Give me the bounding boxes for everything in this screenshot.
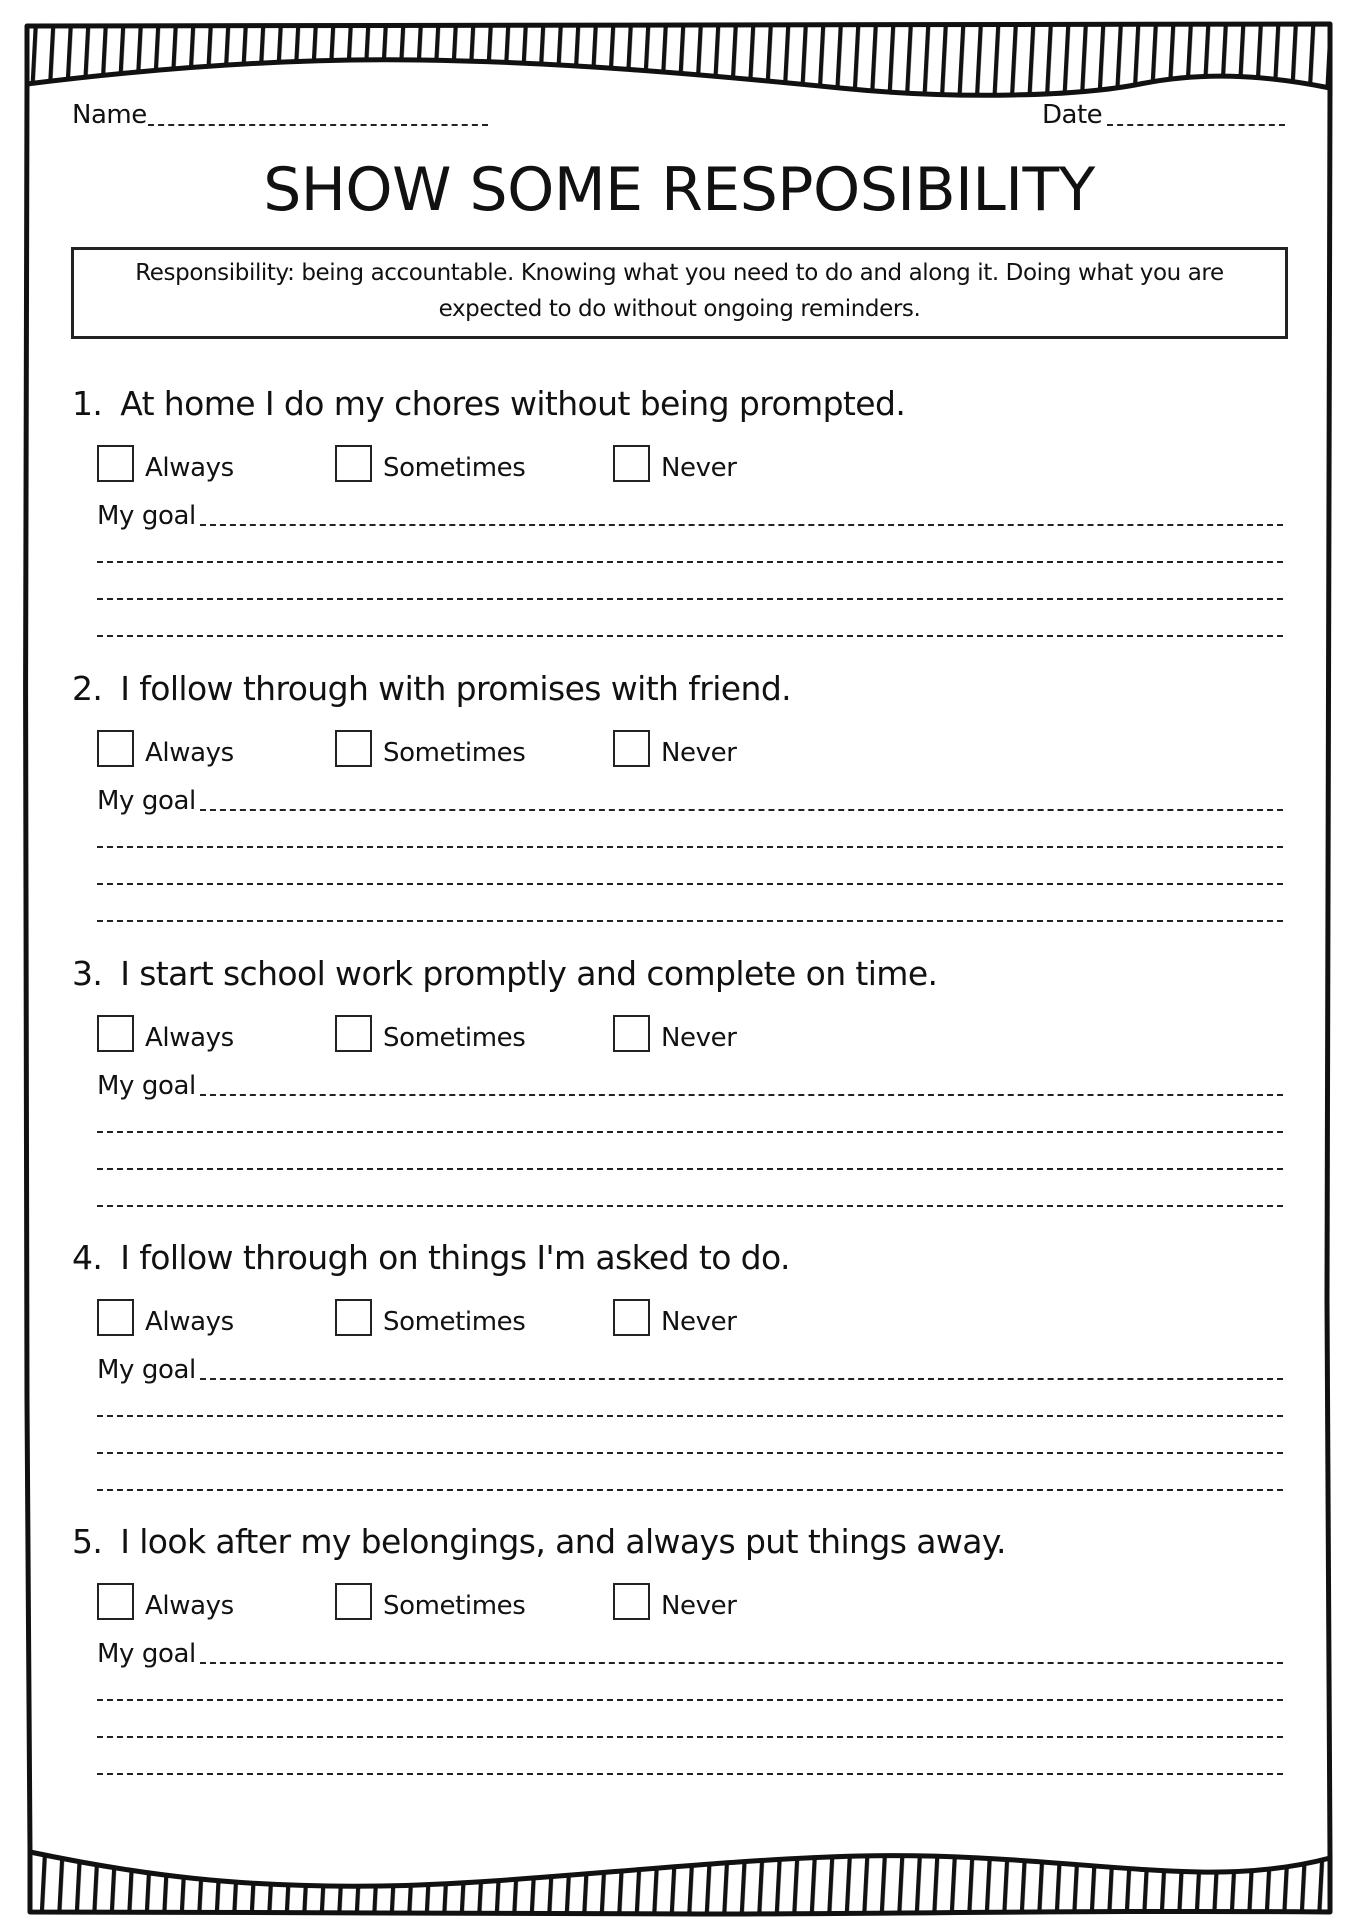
checkbox-never[interactable] bbox=[613, 1015, 650, 1052]
option-label-always: Always bbox=[145, 1591, 234, 1621]
question-number: 2. bbox=[72, 669, 103, 708]
checkbox-always[interactable] bbox=[97, 445, 134, 482]
goal-line-1[interactable] bbox=[200, 524, 1283, 526]
checkbox-never[interactable] bbox=[613, 1299, 650, 1336]
option-label-never: Never bbox=[661, 1307, 737, 1337]
goal-label: My goal bbox=[97, 1639, 196, 1669]
option-label-always: Always bbox=[145, 453, 234, 483]
checkbox-sometimes[interactable] bbox=[335, 1015, 372, 1052]
checkbox-sometimes[interactable] bbox=[335, 730, 372, 767]
question-text bbox=[72, 669, 792, 708]
goal-line-2[interactable] bbox=[97, 1131, 1283, 1133]
goal-line-3[interactable] bbox=[97, 1168, 1283, 1170]
option-label-sometimes: Sometimes bbox=[383, 453, 526, 483]
option-label-sometimes: Sometimes bbox=[383, 1307, 526, 1337]
top-stripe-band bbox=[0, 0, 1358, 120]
goal-label: My goal bbox=[97, 786, 196, 816]
checkbox-sometimes[interactable] bbox=[335, 1583, 372, 1620]
goal-line-1[interactable] bbox=[200, 809, 1283, 811]
checkbox-sometimes[interactable] bbox=[335, 1299, 372, 1336]
question-label: I start school work promptly and complete on time. bbox=[120, 954, 938, 993]
goal-line-4[interactable] bbox=[97, 1773, 1283, 1775]
goal-line-4[interactable] bbox=[97, 1489, 1283, 1491]
goal-line-2[interactable] bbox=[97, 1415, 1283, 1417]
option-label-sometimes: Sometimes bbox=[383, 1023, 526, 1053]
option-label-never: Never bbox=[661, 453, 737, 483]
checkbox-always[interactable] bbox=[97, 1015, 134, 1052]
option-label-always: Always bbox=[145, 738, 234, 768]
goal-line-3[interactable] bbox=[97, 598, 1283, 600]
goal-line-1[interactable] bbox=[200, 1378, 1283, 1380]
date-field[interactable] bbox=[1107, 124, 1285, 126]
option-label-sometimes: Sometimes bbox=[383, 1591, 526, 1621]
goal-line-2[interactable] bbox=[97, 1699, 1283, 1701]
question-number: 4. bbox=[72, 1238, 103, 1277]
option-label-never: Never bbox=[661, 1591, 737, 1621]
goal-line-1[interactable] bbox=[200, 1094, 1283, 1096]
question-label: At home I do my chores without being prompted. bbox=[120, 384, 906, 423]
checkbox-always[interactable] bbox=[97, 1583, 134, 1620]
name-field[interactable] bbox=[148, 124, 488, 126]
goal-line-4[interactable] bbox=[97, 920, 1283, 922]
goal-label: My goal bbox=[97, 501, 196, 531]
checkbox-sometimes[interactable] bbox=[335, 445, 372, 482]
goal-line-1[interactable] bbox=[200, 1662, 1283, 1664]
option-label-never: Never bbox=[661, 738, 737, 768]
definition-box bbox=[71, 247, 1288, 339]
goal-line-4[interactable] bbox=[97, 1205, 1283, 1207]
bottom-stripe-band bbox=[0, 1830, 1358, 1920]
option-label-always: Always bbox=[145, 1307, 234, 1337]
definition-line-1: Responsibility: being accountable. Knowing what you need to do and along it. Doing what you are bbox=[135, 260, 1224, 286]
option-label-never: Never bbox=[661, 1023, 737, 1053]
goal-label: My goal bbox=[97, 1071, 196, 1101]
question-number: 1. bbox=[72, 384, 103, 423]
goal-line-4[interactable] bbox=[97, 635, 1283, 637]
question-text bbox=[72, 384, 906, 423]
goal-line-2[interactable] bbox=[97, 561, 1283, 563]
goal-line-3[interactable] bbox=[97, 883, 1283, 885]
option-label-always: Always bbox=[145, 1023, 234, 1053]
question-label: I look after my belongings, and always put things away. bbox=[120, 1522, 1006, 1561]
goal-line-3[interactable] bbox=[97, 1736, 1283, 1738]
question-number: 3. bbox=[72, 954, 103, 993]
checkbox-never[interactable] bbox=[613, 1583, 650, 1620]
question-text bbox=[72, 954, 938, 993]
question-number: 5. bbox=[72, 1522, 103, 1561]
checkbox-never[interactable] bbox=[613, 445, 650, 482]
question-text bbox=[72, 1238, 790, 1277]
checkbox-always[interactable] bbox=[97, 1299, 134, 1336]
question-text bbox=[72, 1522, 1006, 1561]
page-title: SHOW SOME RESPOSIBILITY bbox=[263, 155, 1095, 225]
checkbox-always[interactable] bbox=[97, 730, 134, 767]
date-label: Date bbox=[1042, 100, 1103, 130]
question-label: I follow through on things I'm asked to do. bbox=[120, 1238, 790, 1277]
definition-line-2: expected to do without ongoing reminders. bbox=[438, 296, 921, 322]
goal-label: My goal bbox=[97, 1355, 196, 1385]
name-label: Name bbox=[72, 100, 147, 130]
goal-line-3[interactable] bbox=[97, 1452, 1283, 1454]
question-label: I follow through with promises with friend. bbox=[120, 669, 792, 708]
goal-line-2[interactable] bbox=[97, 846, 1283, 848]
option-label-sometimes: Sometimes bbox=[383, 738, 526, 768]
checkbox-never[interactable] bbox=[613, 730, 650, 767]
